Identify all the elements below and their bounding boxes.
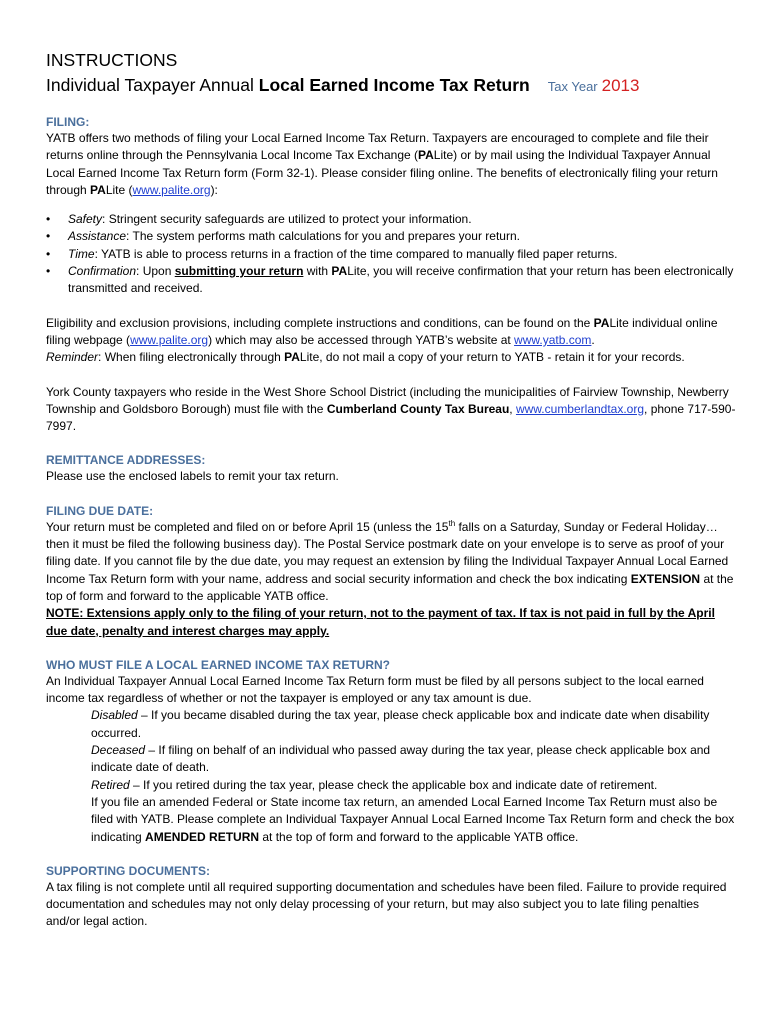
list-item: • Time: YATB is able to process returns in a fraction of the time compared to manually filed paper returns. [46, 246, 736, 263]
filing-heading: FILING: [46, 115, 90, 129]
remittance-heading: REMITTANCE ADDRESSES: [46, 453, 206, 468]
who-must-file-heading: WHO MUST FILE A LOCAL EARNED INCOME TAX RETURN? [46, 657, 390, 672]
document-title [46, 74, 736, 98]
special-cases [46, 707, 736, 845]
list-item: • Safety: Stringent security safeguards are utilized to protect your information. [46, 211, 736, 228]
who-must-file-text: An Individual Taxpayer Annual Local Earned Income Tax Return form must be filed by all persons subject to the local earned income tax regardless of whether or not the taxpayer is employed or any tax amount is due. [46, 673, 704, 706]
cumberland-link[interactable]: www.cumberlandtax.org [515, 401, 645, 416]
instructions-heading: INSTRUCTIONS [46, 50, 178, 70]
benefits-list [46, 211, 736, 297]
extension-note: NOTE: Extensions apply only to the filing of your return, not to the payment of tax. If tax is not paid in full by the April due date, penalty and interest charges may apply. [46, 606, 715, 638]
bullet-icon: • [46, 264, 51, 279]
tax-year-value: 2013 [601, 76, 640, 95]
retired-item: Retired – If you retired during the tax year, please check the applicable box and indicate date of retirement. [91, 777, 658, 792]
yatb-link[interactable]: www.yatb.com [514, 332, 592, 347]
document-page [46, 50, 736, 931]
list-item: • Assistance: The system performs math calculations for you and prepares your return. [46, 228, 736, 245]
supporting-text: A tax filing is not complete until all required supporting documentation and schedules have been filed. Failure to provide required documentation and schedules may not only delay processing of your return, but may also subject you to late filing penalties and/or legal action. [46, 879, 727, 929]
supporting-heading: SUPPORTING DOCUMENTS: [46, 863, 211, 878]
filing-paragraph-2: Eligibility and exclusion provisions, including complete instructions and conditions, can be found on the PALite individual online filing webpage (www.palite.org) which may also be accessed through YATB’s website at www.yatb.com. Reminder: When filing electronically through PALite, do not mail a copy of your return to YATB - retain it for your records. [46, 315, 718, 365]
bullet-icon: • [46, 246, 51, 261]
remittance-text: Please use the enclosed labels to remit your tax return. [46, 469, 339, 484]
bullet-icon: • [46, 229, 51, 244]
filing-paragraph-3: York County taxpayers who reside in the West Shore School District (including the municipalities of Fairview Township, Newberry Township and Goldsboro Borough) must file with the Cumberland County Tax Bureau, www.cumberlandtax.org, phone 717-590-7997. [46, 384, 736, 434]
due-date-heading: FILING DUE DATE: [46, 503, 154, 518]
deceased-item: Deceased – If filing on behalf of an individual who passed away during the tax year, please check applicable box and indicate date of death. [91, 743, 711, 775]
tax-year-label: Tax Year [547, 79, 598, 94]
palite-link[interactable]: www.palite.org [130, 332, 209, 347]
list-item: • Confirmation: Upon submitting your return with PALite, you will receive confirmation that your return has been electronically transmitted and received. [46, 264, 734, 296]
title-prefix: Individual Taxpayer Annual [46, 75, 259, 95]
amended-item: If you file an amended Federal or State income tax return, an amended Local Earned Income Tax Return must also be filed with YATB. Please complete an Individual Taxpayer Annual Local Earned Income Tax Return form and check the box indicating AMENDED RETURN at the top of form and forward to the applicable YATB office. [91, 794, 735, 844]
title-bold: Local Earned Income Tax Return [258, 75, 530, 95]
bullet-icon: • [46, 212, 51, 227]
filing-paragraph-1: YATB offers two methods of filing your Local Earned Income Tax Return. Taxpayers are encouraged to complete and file their returns online through the Pennsylvania Local Income Tax Exchange (PALite) or by mail using the Individual Taxpayer Annual Local Earned Income Tax Return form (Form 32-1). Please consider filing online. The benefits of electronically filing your return through PALite (www.palite.org): [46, 131, 718, 197]
disabled-item: Disabled – If you became disabled during the tax year, please check applicable box and indicate date when disability occurred. [91, 708, 710, 740]
due-date-paragraph: Your return must be completed and filed on or before April 15 (unless the 15th falls on a Saturday, Sunday or Federal Holiday…then it must be filed the following business day). The Postal Service postmark date on your envelope is to serve as proof of your filing date. If you cannot file by the due date, you may request an extension by filing the Individual Taxpayer Annual Local Earned Income Tax Return form with your name, address and social security information and check the box indicating EXTENSION at the top of form and forward to the applicable YATB office. NOTE: Extensions apply only to the filing of your return, not to the payment of tax. If tax is not paid in full by the April due date, penalty and interest charges may apply. [46, 518, 734, 638]
palite-link[interactable]: www.palite.org [132, 182, 211, 197]
